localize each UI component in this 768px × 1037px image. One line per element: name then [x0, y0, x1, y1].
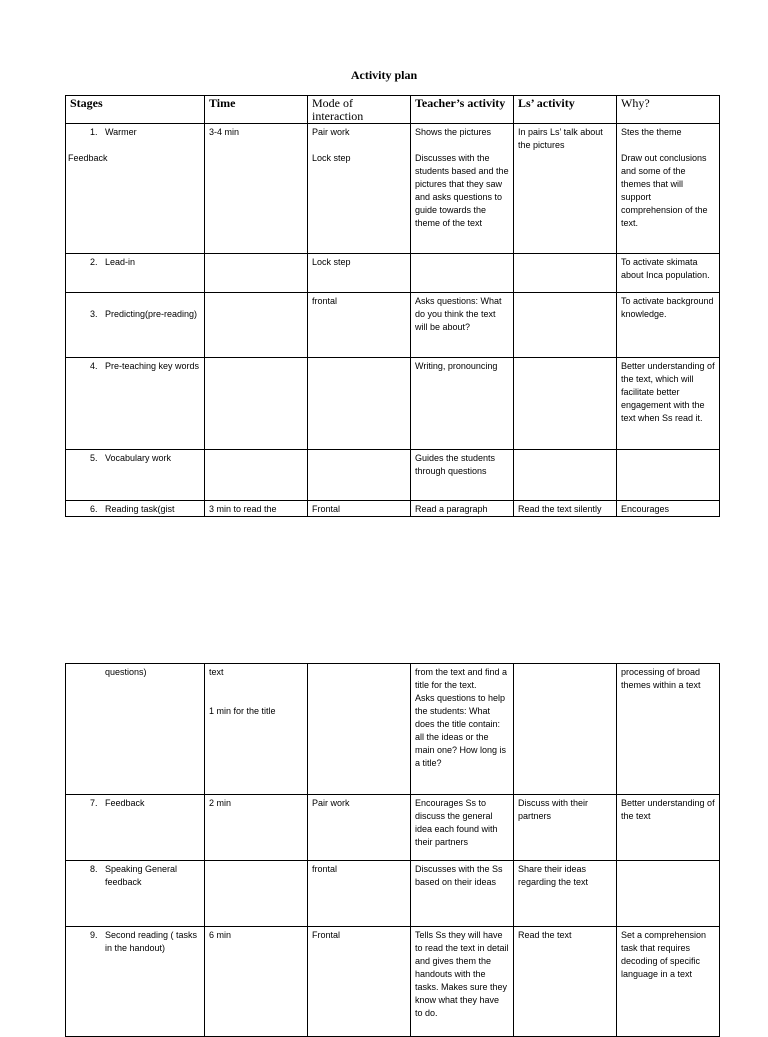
- time-cell: [205, 358, 308, 450]
- stage-label: Lead-in: [105, 257, 136, 267]
- table-header-row: [66, 96, 720, 124]
- stage-cell: [66, 124, 205, 254]
- stage-label: questions): [105, 667, 147, 677]
- why-cell: [617, 450, 720, 501]
- stage-number: 8.: [90, 864, 98, 874]
- header-mode: Mode of interaction: [308, 96, 411, 124]
- stage-cell: [66, 293, 205, 358]
- stage-number: 7.: [90, 798, 98, 808]
- time-cell: [205, 664, 308, 795]
- stage-number: 2.: [90, 257, 98, 267]
- why-cell: [617, 124, 720, 254]
- ls-activity: In pairs Ls’ talk about the pictures: [518, 127, 603, 150]
- activity-plan-table-continued: [65, 663, 720, 1037]
- mode-cell: Lock step: [308, 254, 411, 293]
- why-cell: Set a comprehension task that requires decoding of specific language in a text: [617, 927, 720, 1037]
- why-cell: Better understanding of the text: [617, 795, 720, 861]
- header-stages: Stages: [66, 96, 205, 124]
- stage-cell: [66, 358, 205, 450]
- mode-cell: frontal: [308, 861, 411, 927]
- header-ls-activity: Ls’ activity: [514, 96, 617, 124]
- stage-cell: [66, 795, 205, 861]
- ls-cell: [514, 254, 617, 293]
- ls-cell: Share their ideas regarding the text: [514, 861, 617, 927]
- time-cell: [205, 293, 308, 358]
- stage-number: 3.: [90, 309, 98, 319]
- teacher-cell: [411, 664, 514, 795]
- why-cell: Encourages: [617, 501, 720, 517]
- teacher-activity-extra: Discusses with the students based and the pictures that they saw and asks questions to guide towards the theme of the text: [415, 153, 509, 228]
- teacher-cell: Read a paragraph: [411, 501, 514, 517]
- table-row: [66, 927, 720, 1037]
- stage-extra: Feedback: [68, 153, 108, 163]
- time-cell: 3 min to read the: [205, 501, 308, 517]
- ls-cell: Read the text: [514, 927, 617, 1037]
- mode-cell: Frontal: [308, 501, 411, 517]
- stage-number: 5.: [90, 453, 98, 463]
- stage-label: Vocabulary work: [105, 453, 172, 463]
- header-teacher-activity: Teacher’s activity: [411, 96, 514, 124]
- teacher-cell: Tells Ss they will have to read the text in detail and gives them the handouts with the tasks. Makes sure they know what they have to do.: [411, 927, 514, 1037]
- why-cell: To activate background knowledge.: [617, 293, 720, 358]
- mode-cell: [308, 358, 411, 450]
- stage-cell: [66, 664, 205, 795]
- table-row: [66, 124, 720, 254]
- table-row: [66, 795, 720, 861]
- ls-cell: Discuss with their partners: [514, 795, 617, 861]
- time-cell: [205, 254, 308, 293]
- teacher-activity-extra: Asks questions to help the students: What does the title contain: all the ideas or the main one? How long is a title?: [415, 693, 507, 768]
- mode-cell: Pair work: [308, 795, 411, 861]
- stage-label: Speaking General feedback: [105, 864, 178, 887]
- why-cell: Better understanding of the text, which will facilitate better engagement with the text when Ss read it.: [617, 358, 720, 450]
- teacher-cell: Encourages Ss to discuss the general idea each found with their partners: [411, 795, 514, 861]
- activity-plan-table: [65, 95, 720, 517]
- teacher-cell: Guides the students through questions: [411, 450, 514, 501]
- mode-cell: frontal: [308, 293, 411, 358]
- stage-cell: [66, 861, 205, 927]
- ls-cell: [514, 450, 617, 501]
- time-value: 3-4 min: [209, 127, 240, 137]
- why-cell: processing of broad themes within a text: [617, 664, 720, 795]
- teacher-cell: Discusses with the Ss based on their ideas: [411, 861, 514, 927]
- table-row: [66, 358, 720, 450]
- stage-label: Warmer: [105, 127, 137, 137]
- header-time: Time: [205, 96, 308, 124]
- stage-label: Pre-teaching key words: [105, 361, 200, 371]
- why-extra: Draw out conclusions and some of the themes that will support comprehension of the text.: [621, 153, 708, 228]
- ls-cell: [514, 124, 617, 254]
- mode-value: Pair work: [312, 127, 350, 137]
- table-row: [66, 450, 720, 501]
- ls-cell: [514, 358, 617, 450]
- mode-extra: Lock step: [312, 153, 351, 163]
- table-row: [66, 254, 720, 293]
- stage-number: [90, 666, 105, 679]
- stage-label: Predicting(pre-reading): [105, 309, 198, 319]
- stage-label: Reading task(gist: [105, 504, 175, 514]
- teacher-cell: Writing, pronouncing: [411, 358, 514, 450]
- mode-cell: Frontal: [308, 927, 411, 1037]
- mode-cell: [308, 450, 411, 501]
- ls-cell: [514, 293, 617, 358]
- teacher-cell: [411, 124, 514, 254]
- stage-number: 4.: [90, 361, 98, 371]
- stage-cell: [66, 450, 205, 501]
- time-cell: [205, 861, 308, 927]
- teacher-cell: [411, 254, 514, 293]
- stage-cell: [66, 927, 205, 1037]
- time-cell: 6 min: [205, 927, 308, 1037]
- why-cell: [617, 861, 720, 927]
- table-row: [66, 501, 720, 517]
- mode-cell: [308, 664, 411, 795]
- stage-cell: [66, 254, 205, 293]
- stage-cell: [66, 501, 205, 517]
- stage-number: 6.: [90, 504, 98, 514]
- stage-label: Feedback: [105, 798, 145, 808]
- teacher-activity: from the text and find a title for the text.: [415, 667, 508, 690]
- teacher-cell: Asks questions: What do you think the text will be about?: [411, 293, 514, 358]
- teacher-activity: Shows the pictures: [415, 127, 492, 137]
- table-row: [66, 293, 720, 358]
- time-value: text: [209, 667, 224, 677]
- time-cell: [205, 450, 308, 501]
- mode-cell: [308, 124, 411, 254]
- why-value: Stes the theme: [621, 127, 682, 137]
- time-cell: 2 min: [205, 795, 308, 861]
- stage-label: Second reading ( tasks in the handout): [105, 930, 198, 953]
- ls-cell: [514, 664, 617, 795]
- page-title: Activity plan: [350, 68, 418, 82]
- why-cell: To activate skimata about Inca population.: [617, 254, 720, 293]
- stage-number: 9.: [90, 930, 98, 940]
- header-why: Why?: [617, 96, 720, 124]
- stage-number: 1.: [90, 127, 98, 137]
- time-cell: [205, 124, 308, 254]
- ls-cell: Read the text silently: [514, 501, 617, 517]
- table-row: [66, 861, 720, 927]
- table-row: [66, 664, 720, 795]
- time-extra: 1 min for the title: [209, 706, 276, 716]
